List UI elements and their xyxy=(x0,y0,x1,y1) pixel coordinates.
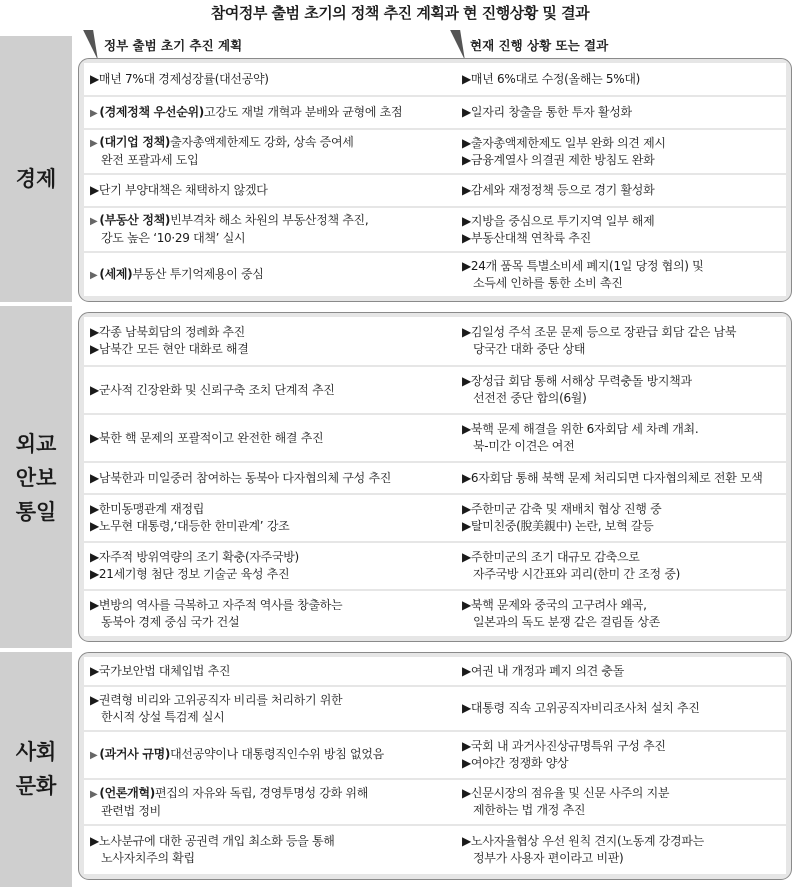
pointer-icon xyxy=(83,30,103,60)
cell-text-line: ▶탈미친중(脫美親中) 논란, 보혁 갈등 xyxy=(462,519,654,533)
table-row xyxy=(84,63,786,95)
plan-cell xyxy=(84,317,456,365)
plan-cell xyxy=(84,175,456,206)
left-column-header: 정부 출범 초기 추진 계획 xyxy=(104,38,243,53)
bullet-arrow-icon: ▶ xyxy=(90,107,98,119)
cell-text-line: 소득세 인하를 통한 소비 촉진 xyxy=(473,275,623,290)
cell-text-line: 한시적 상설 특검제 실시 xyxy=(101,709,225,724)
section-label-diplomacy-2: 안보 xyxy=(15,466,57,490)
cell-text-line: ▶주한미군 감축 및 재배치 협상 진행 중 xyxy=(462,502,662,516)
cell-text: 빈부격차 해소 차원의 부동산정책 추진, xyxy=(170,213,369,227)
result-cell xyxy=(456,208,786,251)
result-cell xyxy=(456,732,786,778)
bold-category-label: (과거사 규명) xyxy=(99,747,171,761)
result-cell xyxy=(456,63,786,95)
table-row xyxy=(84,780,786,824)
cell-text-line: ▶감세와 재정정책 등으로 경기 활성화 xyxy=(462,183,655,197)
result-cell xyxy=(456,97,786,128)
cell-text-line: ▶일자리 창출을 통한 투자 활성화 xyxy=(462,105,632,119)
plan-cell xyxy=(84,687,456,730)
cell-text-line: 관련법 정비 xyxy=(101,803,161,818)
cell-text-line: ▶북핵 문제 해결을 위한 6자회담 세 차례 개최. xyxy=(462,422,699,436)
cell-text-line: 강도 높은 ‘10·29 대책’ 실시 xyxy=(101,231,246,245)
plan-cell xyxy=(84,130,456,173)
cell-text-line: ▶매년 7%대 경제성장률(대선공약) xyxy=(90,71,269,86)
plan-cell xyxy=(84,591,456,636)
cell-text: 고강도 재벌 개혁과 분배와 균형에 초점 xyxy=(203,104,403,119)
cell-text-line: ▶변방의 역사를 극복하고 자주적 역사를 창출하는 xyxy=(90,597,343,612)
cell-text-line: ▶24개 품목 특별소비세 폐지(1일 당정 협의) 및 xyxy=(462,258,704,273)
page-title: 참여정부 출범 초기의 정책 추진 계획과 현 진행상황 및 결과 xyxy=(210,4,590,22)
cell-text-line xyxy=(90,104,456,122)
cell-text-line xyxy=(90,266,456,284)
table-row xyxy=(84,687,786,730)
result-cell xyxy=(456,657,786,685)
cell-text-line: ▶대통령 직속 고위공직자비리조사처 설치 추진 xyxy=(462,701,700,715)
cell-text-line: ▶여야간 정쟁화 양상 xyxy=(462,756,569,770)
cell-text-line: ▶노사분규에 대한 공권력 개입 최소화 등을 통해 xyxy=(90,834,335,848)
plan-cell xyxy=(84,826,456,874)
table-row xyxy=(84,591,786,636)
cell-text-line xyxy=(90,785,456,803)
section-divider xyxy=(0,648,72,652)
cell-text-line: 선전전 중단 합의(6월) xyxy=(473,391,587,405)
table-row xyxy=(84,495,786,541)
cell-text-line: 자주국방 시간표와 괴리(한미 간 조정 중) xyxy=(473,567,681,581)
bullet-arrow-icon: ▶ xyxy=(90,216,98,227)
table-row xyxy=(84,732,786,778)
bold-category-label: (세제) xyxy=(99,266,133,281)
table-row xyxy=(84,175,786,206)
section-label-diplomacy-1: 외교 xyxy=(15,432,57,456)
cell-text-line: 완전 포괄과세 도입 xyxy=(101,153,199,167)
cell-text-line: ▶단기 부양대책은 채택하지 않겠다 xyxy=(90,183,268,197)
section-divider xyxy=(0,302,72,306)
plan-cell xyxy=(84,63,456,95)
cell-text-line: ▶군사적 긴장완화 및 신뢰구축 조치 단계적 추진 xyxy=(90,382,335,397)
table-row xyxy=(84,208,786,251)
plan-cell xyxy=(84,367,456,413)
plan-cell xyxy=(84,97,456,128)
table-row xyxy=(84,657,786,685)
cell-text-line: 일본과의 독도 분쟁 같은 걸림돌 상존 xyxy=(473,614,660,629)
cell-text-line: ▶출자총액제한제도 일부 완화 의견 제시 xyxy=(462,135,666,150)
table-row xyxy=(84,317,786,365)
cell-text-line: ▶노사자율협상 우선 원칙 견지(노동계 강경파는 xyxy=(462,834,704,848)
table-row xyxy=(84,415,786,461)
plan-cell xyxy=(84,495,456,541)
cell-text-line xyxy=(90,134,456,152)
cell-text-line: 노사자치주의 확립 xyxy=(101,851,195,865)
plan-cell xyxy=(84,463,456,493)
cell-text-line: ▶국회 내 과거사진상규명특위 구성 추진 xyxy=(462,739,666,753)
plan-cell xyxy=(84,208,456,251)
table-row xyxy=(84,367,786,413)
cell-text-line: ▶남북간 모든 현안 대화로 해결 xyxy=(90,342,249,356)
cell-text-line: ▶매년 6%대로 수정(올해는 5%대) xyxy=(462,71,641,86)
result-cell xyxy=(456,780,786,824)
cell-text-line: ▶자주적 방위역량의 조기 확충(자주국방) xyxy=(90,550,299,564)
section-label-society-1: 사회 xyxy=(15,740,57,764)
cell-text-line: 동북아 경제 중심 국가 건설 xyxy=(101,614,240,629)
plan-cell xyxy=(84,732,456,778)
plan-cell xyxy=(84,780,456,824)
section-label-society-2: 문화 xyxy=(15,774,57,798)
result-cell xyxy=(456,591,786,636)
result-cell xyxy=(456,495,786,541)
bullet-arrow-icon: ▶ xyxy=(90,269,98,281)
cell-text: 부동산 투기억제용이 중심 xyxy=(132,266,264,281)
cell-text-line: 제한하는 법 개정 추진 xyxy=(473,803,586,817)
cell-text-line: 북-미간 이견은 여전 xyxy=(473,439,575,453)
table-row xyxy=(84,97,786,128)
cell-text-line: ▶장성급 회담 통해 서해상 무력충돌 방지책과 xyxy=(462,374,692,388)
plan-cell xyxy=(84,657,456,685)
cell-text-line: ▶국가보안법 대체입법 추진 xyxy=(90,663,231,678)
cell-text-line: ▶노무현 대통령,‘대등한 한미관계’ 강조 xyxy=(90,519,290,533)
cell-text-line: ▶금융계열사 의결권 제한 방침도 완화 xyxy=(462,152,655,167)
result-cell xyxy=(456,826,786,874)
bold-category-label: (경제정책 우선순위) xyxy=(99,104,204,119)
result-cell xyxy=(456,253,786,296)
cell-text-line: ▶21세기형 첨단 정보 기술군 육성 추진 xyxy=(90,567,290,581)
section-label-economy: 경제 xyxy=(15,167,57,191)
result-cell xyxy=(456,317,786,365)
cell-text-line: 정부가 사용자 편이라고 비판) xyxy=(473,851,624,865)
cell-text-line: ▶권력형 비리와 고위공직자 비리를 처리하기 위한 xyxy=(90,692,343,707)
cell-text-line: ▶북핵 문제와 중국의 고구려사 왜곡, xyxy=(462,597,647,612)
cell-text-line: ▶여권 내 개정과 폐지 의견 충돌 xyxy=(462,663,625,678)
result-cell xyxy=(456,130,786,173)
cell-text-line: ▶지방을 중심으로 투기지역 일부 해제 xyxy=(462,213,655,228)
cell-text-line: 당국간 대화 중단 상태 xyxy=(473,342,586,356)
plan-cell xyxy=(84,253,456,296)
cell-text-line: ▶신문시장의 점유율 및 신문 사주의 지분 xyxy=(462,786,670,800)
cell-text-line xyxy=(90,212,456,230)
right-column-header: 현재 진행 상황 또는 결과 xyxy=(470,38,609,53)
table-row xyxy=(84,543,786,589)
table-row xyxy=(84,826,786,874)
bold-category-label: (대기업 정책) xyxy=(99,135,171,149)
cell-text-line: ▶북한 핵 문제의 포괄적이고 완전한 해결 추진 xyxy=(90,430,324,445)
cell-text: 편집의 자유와 독립, 경영투명성 강화 위해 xyxy=(154,785,368,800)
result-cell xyxy=(456,415,786,461)
section-label-diplomacy-3: 통일 xyxy=(15,500,57,524)
cell-text-line: ▶한미동맹관계 재정립 xyxy=(90,502,205,516)
result-cell xyxy=(456,543,786,589)
cell-text-line: ▶남북한과 미일중러 참여하는 동북아 다자협의체 구성 추진 xyxy=(90,470,392,485)
bullet-arrow-icon: ▶ xyxy=(90,788,98,800)
table-row xyxy=(84,253,786,296)
result-cell xyxy=(456,367,786,413)
plan-cell xyxy=(84,415,456,461)
bold-category-label: (언론개혁) xyxy=(99,785,155,800)
result-cell xyxy=(456,175,786,206)
cell-text-line: ▶부동산대책 연착륙 추진 xyxy=(462,230,591,245)
table-row xyxy=(84,130,786,173)
pointer-icon xyxy=(450,30,470,60)
bold-category-label: (부동산 정책) xyxy=(99,213,171,227)
cell-text: 출자총액제한제도 강화, 상속 증여세 xyxy=(170,135,354,149)
cell-text-line: ▶각종 남북회담의 정례화 추진 xyxy=(90,325,245,339)
cell-text-line: ▶6자회담 통해 북핵 문제 처리되면 다자협의체로 전환 모색 xyxy=(462,470,763,485)
cell-text-line xyxy=(90,746,456,764)
cell-text-line: ▶김일성 주석 조문 문제 등으로 장관급 회담 같은 남북 xyxy=(462,325,737,339)
bullet-arrow-icon: ▶ xyxy=(90,750,98,761)
result-cell xyxy=(456,463,786,493)
bullet-arrow-icon: ▶ xyxy=(90,138,98,149)
result-cell xyxy=(456,687,786,730)
cell-text: 대선공약이나 대통령직인수위 방침 없었음 xyxy=(170,747,384,761)
table-row xyxy=(84,463,786,493)
plan-cell xyxy=(84,543,456,589)
cell-text-line: ▶주한미군의 조기 대규모 감축으로 xyxy=(462,550,640,564)
